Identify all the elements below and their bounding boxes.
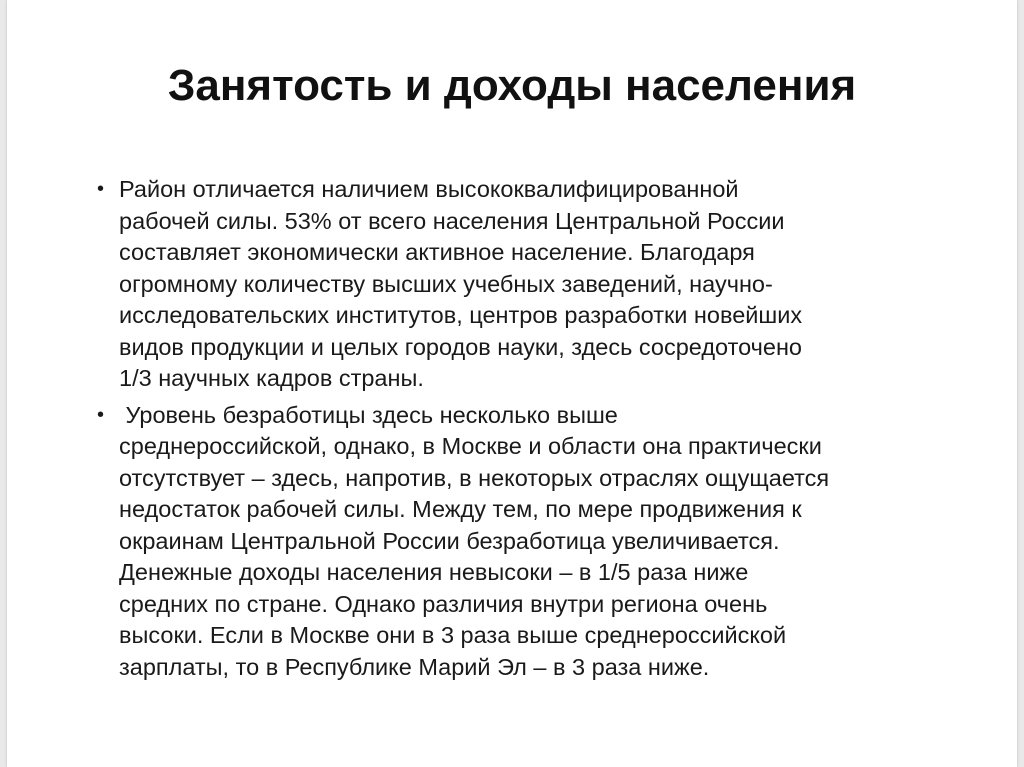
text-line: отсутствует – здесь, напротив, в некоторых отраслях ощущается [119, 464, 830, 491]
text-line: средних по стране. Однако различия внутри региона очень [119, 590, 768, 617]
text-line: 1/3 научных кадров страны. [119, 365, 424, 391]
bullet-icon: • [97, 178, 105, 200]
text-line: высоки. Если в Москве они в 3 раза выше среднероссийской [119, 622, 787, 648]
slide-title: Занятость и доходы населения [167, 61, 857, 110]
bullet-item-unemployment-income [97, 400, 979, 684]
text-line: среднероссийской, однако, в Москве и области она практически [119, 433, 822, 459]
text-line: рабочей силы. 53% от всего населения Центральной России [119, 207, 785, 234]
text-line: Уровень безработицы здесь несколько выше [119, 401, 618, 428]
text-line: исследовательских институтов, центров разработки новейших [119, 302, 803, 328]
text-line: составляет экономически активное население. Благодаря [119, 239, 755, 265]
bullet-list [97, 174, 979, 688]
slide [7, 0, 1017, 767]
text-line: Район отличается наличием высококвалифицированной [119, 176, 739, 202]
text-line: окраинам Центральной России безработица увеличивается. [119, 527, 780, 554]
text-line: Денежные доходы населения невысоки – в 1/5 раза ниже [119, 559, 749, 585]
text-line: недостаток рабочей силы. Между тем, по мере продвижения к [119, 496, 802, 522]
text-line: зарплаты, то в Республике Марий Эл – в 3 раза ниже. [119, 653, 710, 680]
text-line: видов продукции и целых городов науки, здесь сосредоточено [119, 333, 803, 360]
bullet-icon: • [97, 403, 105, 426]
bullet-item-employment [97, 174, 979, 395]
text-line: огромному количеству высших учебных заведений, научно- [119, 270, 773, 297]
